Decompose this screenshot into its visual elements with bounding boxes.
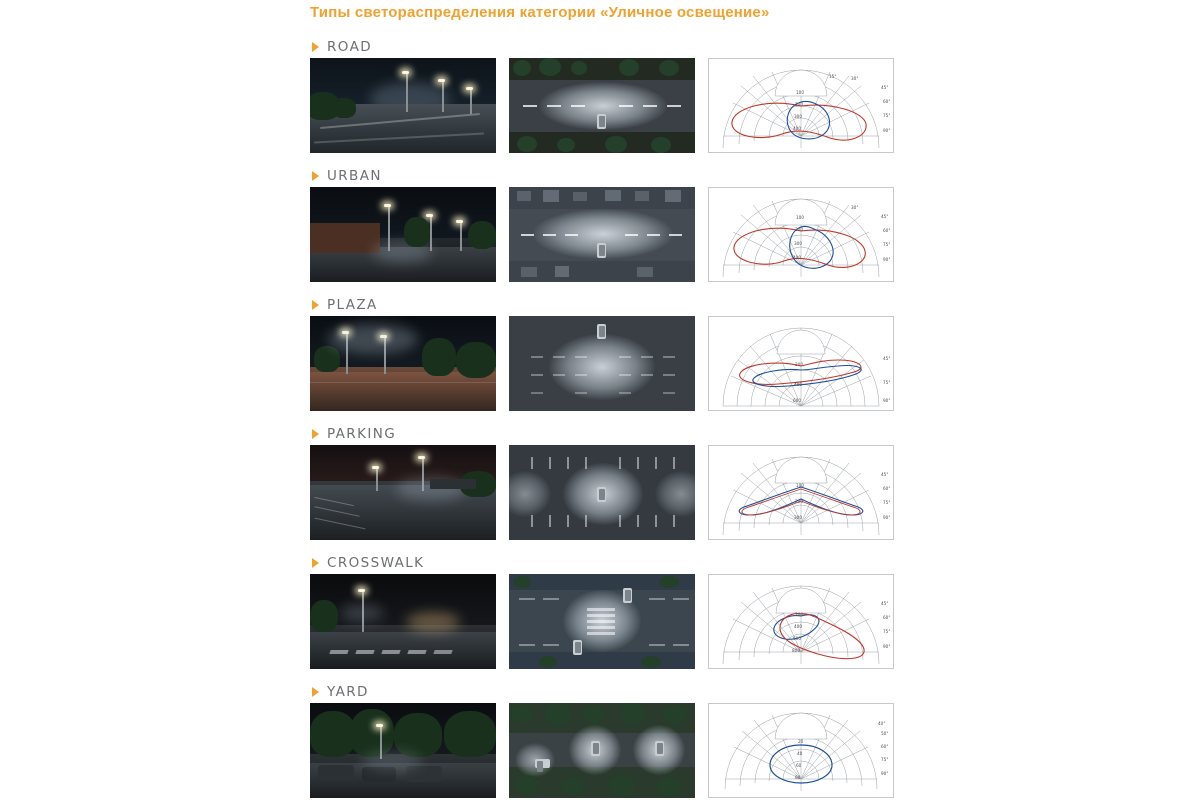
parking-stripe — [549, 457, 551, 469]
svg-text:60°: 60° — [881, 744, 889, 749]
svg-text:90°: 90° — [883, 398, 891, 403]
tree — [659, 576, 679, 588]
tree — [310, 600, 338, 632]
center-line — [571, 105, 585, 107]
center-line — [667, 105, 681, 107]
row-urban — [0, 165, 1200, 294]
svg-text:90°: 90° — [881, 771, 889, 776]
polar-diagram-plaza[interactable] — [708, 316, 894, 411]
tree — [468, 221, 496, 249]
plan-view-crosswalk[interactable] — [509, 574, 695, 669]
light-pole — [376, 467, 378, 491]
pool-of-light — [340, 604, 384, 622]
parking-stripe — [585, 515, 587, 527]
photo-preview-parking[interactable] — [310, 445, 496, 540]
center-line — [543, 234, 556, 236]
svg-text:200: 200 — [795, 362, 803, 367]
row-header-plaza[interactable] — [310, 294, 378, 316]
building — [430, 479, 476, 489]
svg-text:200: 200 — [795, 102, 803, 107]
grid-line — [531, 374, 543, 376]
grid-line — [531, 392, 543, 394]
parking-stripe — [673, 515, 675, 527]
bullet-icon — [312, 42, 319, 52]
svg-text:100: 100 — [796, 483, 804, 488]
tree — [621, 703, 647, 725]
tree — [545, 703, 571, 725]
zebra-stripe — [587, 626, 615, 629]
row-crosswalk — [0, 552, 1200, 681]
rooftop — [543, 190, 559, 202]
tree — [557, 138, 575, 152]
center-line — [565, 234, 578, 236]
zebra-stripe — [433, 650, 452, 654]
lane-line — [543, 644, 559, 646]
zebra-stripe — [381, 650, 400, 654]
tree — [651, 137, 671, 153]
svg-text:45°: 45° — [881, 601, 889, 606]
rooftop — [637, 267, 653, 277]
svg-text:400: 400 — [794, 382, 802, 387]
svg-text:400: 400 — [794, 624, 802, 629]
row-parking — [0, 423, 1200, 552]
rooftop — [517, 191, 531, 201]
luminaire-marker — [623, 588, 632, 603]
tree — [605, 136, 627, 153]
parking-stripe — [673, 457, 675, 469]
grid-line — [553, 374, 565, 376]
row-label: PLAZA — [327, 297, 378, 313]
parking-stripe — [567, 457, 569, 469]
tree — [641, 656, 661, 668]
zebra-stripe — [355, 650, 374, 654]
row-cells — [310, 445, 894, 540]
building — [310, 223, 380, 253]
svg-text:100: 100 — [796, 215, 804, 220]
svg-text:100: 100 — [796, 90, 804, 95]
parking-stripe — [549, 515, 551, 527]
plan-view-plaza[interactable] — [509, 316, 695, 411]
page-title: Типы светораспределения категории «Уличное освещение» — [310, 4, 770, 21]
center-line — [619, 105, 633, 107]
svg-text:300: 300 — [794, 114, 802, 119]
lane-line — [543, 598, 559, 600]
luminaire — [418, 456, 425, 459]
tree — [394, 713, 442, 757]
zebra-stripe — [587, 620, 615, 623]
luminaire — [384, 204, 391, 207]
svg-text:75°: 75° — [883, 500, 891, 505]
row-header-parking[interactable] — [310, 423, 396, 445]
tree — [511, 705, 533, 723]
luminaire — [456, 220, 463, 223]
photo-preview-crosswalk[interactable] — [310, 574, 496, 669]
tree — [609, 775, 635, 796]
luminaire-marker — [597, 114, 606, 129]
zebra-stripe — [587, 632, 615, 635]
tree — [404, 217, 430, 247]
rooftop — [555, 266, 569, 277]
row-cells — [310, 58, 894, 153]
svg-text:40: 40 — [797, 751, 803, 756]
luminaire — [358, 589, 365, 592]
svg-text:60: 60 — [796, 763, 802, 768]
parking-stripe — [655, 457, 657, 469]
svg-text:20: 20 — [798, 739, 804, 744]
svg-text:15°: 15° — [829, 74, 837, 79]
bullet-icon — [312, 558, 319, 568]
tree — [350, 709, 394, 757]
svg-text:300: 300 — [794, 241, 802, 246]
center-line — [669, 234, 682, 236]
grid-line — [575, 392, 587, 394]
bullet-icon — [312, 171, 319, 181]
svg-text:50°: 50° — [881, 731, 889, 736]
grid-line — [619, 374, 631, 376]
svg-text:75°: 75° — [881, 757, 889, 762]
tree — [513, 60, 531, 76]
tree — [561, 777, 583, 795]
grid-line — [663, 356, 675, 358]
light-pole — [442, 80, 444, 112]
svg-text:75°: 75° — [883, 380, 891, 385]
svg-text:400: 400 — [793, 126, 801, 131]
plan-view-parking[interactable] — [509, 445, 695, 540]
svg-text:400: 400 — [793, 255, 801, 260]
paving-line — [310, 382, 496, 383]
light-distribution-rows — [0, 36, 1200, 800]
tree — [314, 346, 340, 372]
tree — [444, 711, 496, 757]
row-cells — [310, 187, 894, 282]
photo-preview-yard[interactable] — [310, 703, 496, 798]
rooftop — [635, 191, 649, 201]
center-line — [523, 105, 537, 107]
photo-preview-road[interactable] — [310, 58, 496, 153]
parking-stripe — [619, 457, 621, 469]
svg-text:30°: 30° — [851, 205, 859, 210]
grid-line — [641, 374, 653, 376]
row-label: PARKING — [327, 426, 397, 442]
grid-line — [619, 392, 631, 394]
plan-view-urban[interactable] — [509, 187, 695, 282]
lane-line — [519, 644, 535, 646]
tree — [619, 59, 639, 76]
luminaire-marker — [535, 759, 550, 768]
polar-diagram-crosswalk[interactable] — [708, 574, 894, 669]
tree — [657, 777, 681, 796]
luminaire-marker — [597, 324, 606, 339]
svg-text:200: 200 — [795, 499, 803, 504]
tree — [659, 60, 679, 76]
polar-diagram-urban[interactable] — [708, 187, 894, 282]
tree — [422, 338, 456, 376]
bullet-icon — [312, 300, 319, 310]
svg-text:30°: 30° — [851, 76, 859, 81]
bullet-icon — [312, 687, 319, 697]
luminaire-marker — [597, 487, 606, 502]
svg-text:60°: 60° — [883, 99, 891, 104]
parking-stripe — [585, 457, 587, 469]
pool-of-light — [362, 751, 422, 771]
light-beam — [549, 334, 655, 400]
grid-line — [663, 374, 675, 376]
svg-text:300: 300 — [794, 515, 802, 520]
grid-line — [531, 356, 543, 358]
tree — [513, 576, 531, 588]
grid-line — [575, 356, 587, 358]
row-header-crosswalk[interactable] — [310, 552, 424, 574]
svg-text:600: 600 — [793, 398, 801, 403]
svg-text:90°: 90° — [883, 128, 891, 133]
lane-line — [649, 644, 665, 646]
svg-text:45°: 45° — [881, 472, 889, 477]
plan-view-road[interactable] — [509, 58, 695, 153]
rooftop — [573, 192, 587, 201]
parking-stripe — [619, 515, 621, 527]
zebra-stripe — [329, 650, 348, 654]
tree — [539, 58, 561, 76]
center-line — [643, 105, 657, 107]
tree — [571, 61, 587, 75]
tree — [456, 342, 496, 378]
svg-text:800: 800 — [792, 648, 800, 653]
row-cells — [310, 574, 894, 669]
svg-text:75°: 75° — [883, 242, 891, 247]
tree — [515, 775, 539, 795]
lane-line — [649, 598, 665, 600]
light-pole — [406, 72, 408, 112]
svg-text:40°: 40° — [878, 721, 886, 726]
grid-line — [619, 356, 631, 358]
center-line — [625, 234, 638, 236]
svg-text:45°: 45° — [881, 214, 889, 219]
center-line — [521, 234, 534, 236]
svg-text:600: 600 — [793, 636, 801, 641]
rooftop — [605, 190, 621, 201]
rooftop — [521, 267, 537, 277]
plaza-paving — [310, 372, 496, 411]
svg-text:200: 200 — [795, 612, 803, 617]
tree — [539, 656, 557, 668]
svg-text:60°: 60° — [883, 486, 891, 491]
row-cells — [310, 316, 894, 411]
luminaire — [376, 724, 383, 727]
luminaire-marker — [655, 741, 664, 756]
luminaire — [466, 87, 473, 90]
svg-text:60°: 60° — [883, 615, 891, 620]
plan-view-yard[interactable] — [509, 703, 695, 798]
zebra-stripe — [407, 650, 426, 654]
svg-text:80: 80 — [795, 775, 801, 780]
lane-line — [673, 644, 689, 646]
parking-stripe — [637, 515, 639, 527]
tree — [663, 705, 687, 724]
polar-diagram-road[interactable] — [708, 58, 894, 153]
luminaire — [402, 71, 409, 74]
parking-stripe — [637, 457, 639, 469]
ambient-glow — [328, 324, 418, 354]
svg-text:90°: 90° — [883, 644, 891, 649]
svg-text:60°: 60° — [883, 228, 891, 233]
row-label: CROSSWALK — [327, 555, 425, 571]
row-label: YARD — [327, 684, 369, 700]
center-line — [547, 105, 561, 107]
luminaire — [438, 79, 445, 82]
svg-text:90°: 90° — [883, 257, 891, 262]
shop-light — [406, 612, 460, 632]
lane-line — [519, 598, 535, 600]
row-cells — [310, 703, 894, 798]
tree — [517, 136, 537, 152]
tree — [332, 98, 356, 118]
luminaire — [426, 214, 433, 217]
bullet-icon — [312, 429, 319, 439]
photo-preview-plaza[interactable] — [310, 316, 496, 411]
row-header-road[interactable] — [310, 36, 372, 58]
light-pole — [470, 88, 472, 114]
polar-diagram-parking[interactable] — [708, 445, 894, 540]
photo-preview-urban[interactable] — [310, 187, 496, 282]
light-pole — [430, 215, 432, 251]
svg-text:75°: 75° — [883, 113, 891, 118]
row-header-yard[interactable] — [310, 681, 369, 703]
zebra-stripe — [587, 608, 615, 611]
grid-line — [575, 374, 587, 376]
row-plaza — [0, 294, 1200, 423]
svg-text:75°: 75° — [883, 629, 891, 634]
parking-stripe — [567, 515, 569, 527]
row-label: URBAN — [327, 168, 382, 184]
row-yard — [0, 681, 1200, 800]
luminaire-marker — [573, 640, 582, 655]
polar-diagram-yard[interactable] — [708, 703, 894, 798]
grid-line — [641, 356, 653, 358]
row-road — [0, 36, 1200, 165]
parked-car — [318, 765, 354, 781]
parking-stripe — [531, 515, 533, 527]
svg-text:45°: 45° — [883, 356, 891, 361]
svg-text:200: 200 — [795, 227, 803, 232]
tree — [583, 705, 605, 723]
grid-line — [553, 356, 565, 358]
center-line — [647, 234, 660, 236]
row-header-urban[interactable] — [310, 165, 382, 187]
svg-text:90°: 90° — [883, 515, 891, 520]
zebra-stripe — [587, 614, 615, 617]
rooftop — [665, 190, 681, 202]
grid-line — [663, 392, 675, 394]
luminaire — [372, 466, 379, 469]
parking-stripe — [655, 515, 657, 527]
svg-text:45°: 45° — [881, 85, 889, 90]
light-pole — [460, 221, 462, 251]
lane-line — [673, 598, 689, 600]
parking-stripe — [531, 457, 533, 469]
luminaire-marker — [591, 741, 600, 756]
row-label: ROAD — [327, 39, 372, 55]
luminaire-marker — [597, 243, 606, 258]
